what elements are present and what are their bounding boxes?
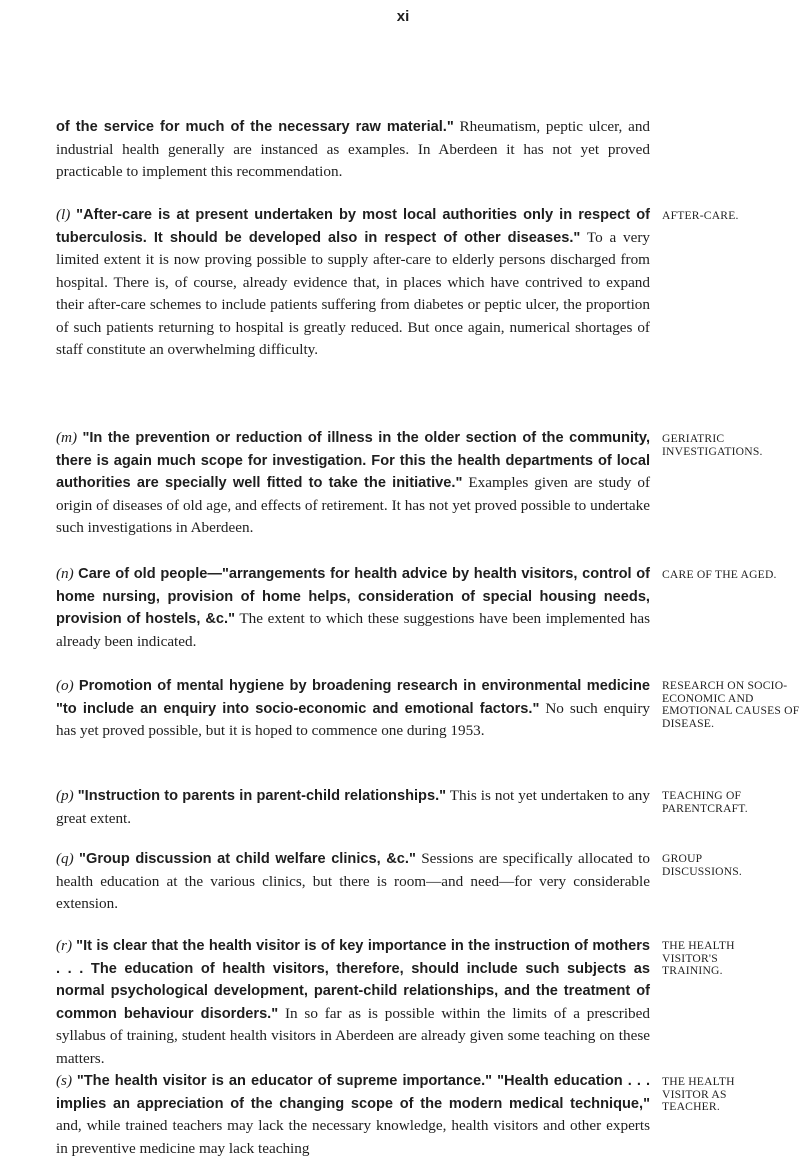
paragraph-q — [56, 848, 650, 916]
paragraph-text: The extent to which these suggestions have been implemented has already been indicated. — [56, 610, 650, 650]
margin-note-after-care: AFTER-CARE. — [662, 209, 739, 222]
margin-note-hv-teacher: THE HEALTH VISITOR AS TEACHER. — [662, 1075, 735, 1113]
paragraph-text: In so far as is possible within the limits of a prescribed syllabus of training, student health visitors in Aberdeen are already given some teaching on these matters. — [56, 1004, 650, 1067]
paragraph-m — [56, 427, 650, 540]
margin-note-group-discussions: GROUP DISCUSSIONS. — [662, 852, 743, 878]
paragraph-bold-text: of the service for much of the necessary raw material." — [56, 119, 454, 135]
paragraph-text: Examples given are study of origin of diseases of old age, and effects of retirement. It has not yet proved possible to undertake such investigations in Aberdeen. — [56, 474, 651, 536]
paragraph-o — [56, 675, 650, 743]
margin-note-hv-training: THE HEALTH VISITOR'S TRAINING. — [662, 939, 735, 977]
paragraph-bold-text: Promotion of mental hygiene by broadening research in environmental medicine "to include an enquiry into socio-economic and emotional factors." — [56, 678, 650, 717]
margin-note-research: RESEARCH ON SOCIO-ECONOMIC AND EMOTIONAL CAUSES OF DISEASE. — [662, 679, 800, 730]
paragraph-text: This is not yet undertaken to any great extent. — [56, 787, 650, 827]
paragraph-p — [56, 785, 650, 830]
paragraph-label: (n) — [56, 565, 74, 582]
paragraph-text: Rheumatism, peptic ulcer, and industrial health generally are instanced as examples. In Aberdeen it has not yet proved practicable to implement this recommendation. — [56, 118, 651, 180]
paragraph-label: (l) — [56, 206, 71, 223]
paragraph-s — [56, 1070, 650, 1160]
paragraph-l — [56, 204, 650, 362]
page-number: xi — [396, 8, 410, 25]
paragraph-bold-text: "It is clear that the health visitor is of key importance in the instruction of mothers . . . The education of health visitors, therefore, should include such subjects as normal psychological development, parent-child relationships, and the treatment of common behaviour disorders." — [56, 938, 651, 1022]
paragraph-bold-text: "After-care is at present undertaken by most local authorities only in respect of tuberculosis. It should be developed also in respect of other diseases." — [56, 207, 650, 246]
margin-note-parentcraft: TEACHING OF PARENTCRAFT. — [662, 789, 748, 815]
paragraph-bold-text: "Group discussion at child welfare clinics, &c." — [79, 851, 416, 867]
paragraph-n — [56, 563, 650, 653]
paragraph-bold-text: "In the prevention or reduction of illness in the older section of the community, there is again much scope for investigation. For this the health departments of local authorities are specially well fitted to take the initiative." — [56, 430, 650, 491]
margin-note-care-aged: CARE OF THE AGED. — [662, 568, 777, 581]
paragraph-label: (r) — [56, 937, 73, 954]
paragraph-text: and, while trained teachers may lack the necessary knowledge, health visitors and other experts in preventive medicine may lack teaching — [56, 1117, 650, 1157]
paragraph-label: (m) — [56, 429, 78, 446]
paragraph-label: (o) — [56, 677, 74, 694]
paragraph-bold-text: "Instruction to parents in parent-child relationships." — [77, 788, 447, 804]
paragraph-label: (q) — [56, 850, 74, 867]
paragraph-label: (s) — [56, 1072, 73, 1089]
paragraph-text: Sessions are specifically allocated to health education at the various clinics, but there is room—and need—for very considerable extension. — [56, 850, 650, 912]
paragraph-bold-text: "The health visitor is an educator of supreme importance." "Health education . . . implies an appreciation of the changing scope of the modern medical technique," — [56, 1073, 651, 1112]
paragraph-r — [56, 935, 650, 1070]
paragraph-bold-text: Care of old people—"arrangements for health advice by health visitors, control of home nursing, provision of home helps, consideration of special housing needs, provision of hostels, &c." — [56, 566, 650, 627]
margin-note-geriatric: GERIATRIC INVESTIGATIONS. — [662, 432, 763, 458]
paragraph-label: (p) — [56, 787, 74, 804]
paragraph-text: To a very limited extent it is now proving possible to supply after-care to elderly persons discharged from hospital. There is, of course, already evidence that, in places which have contrived to expand their after-care schemes to include patients suffering from diabetes or peptic ulcer, the proportion of such patients returning to hospital is greatly reduced. But once again, numerical shortages of staff constitute an overwhelming difficulty. — [56, 228, 650, 358]
paragraph-text: No such enquiry has yet proved possible, but it is hoped to commence one during 1953. — [56, 699, 650, 739]
paragraph-continuation — [56, 116, 650, 184]
